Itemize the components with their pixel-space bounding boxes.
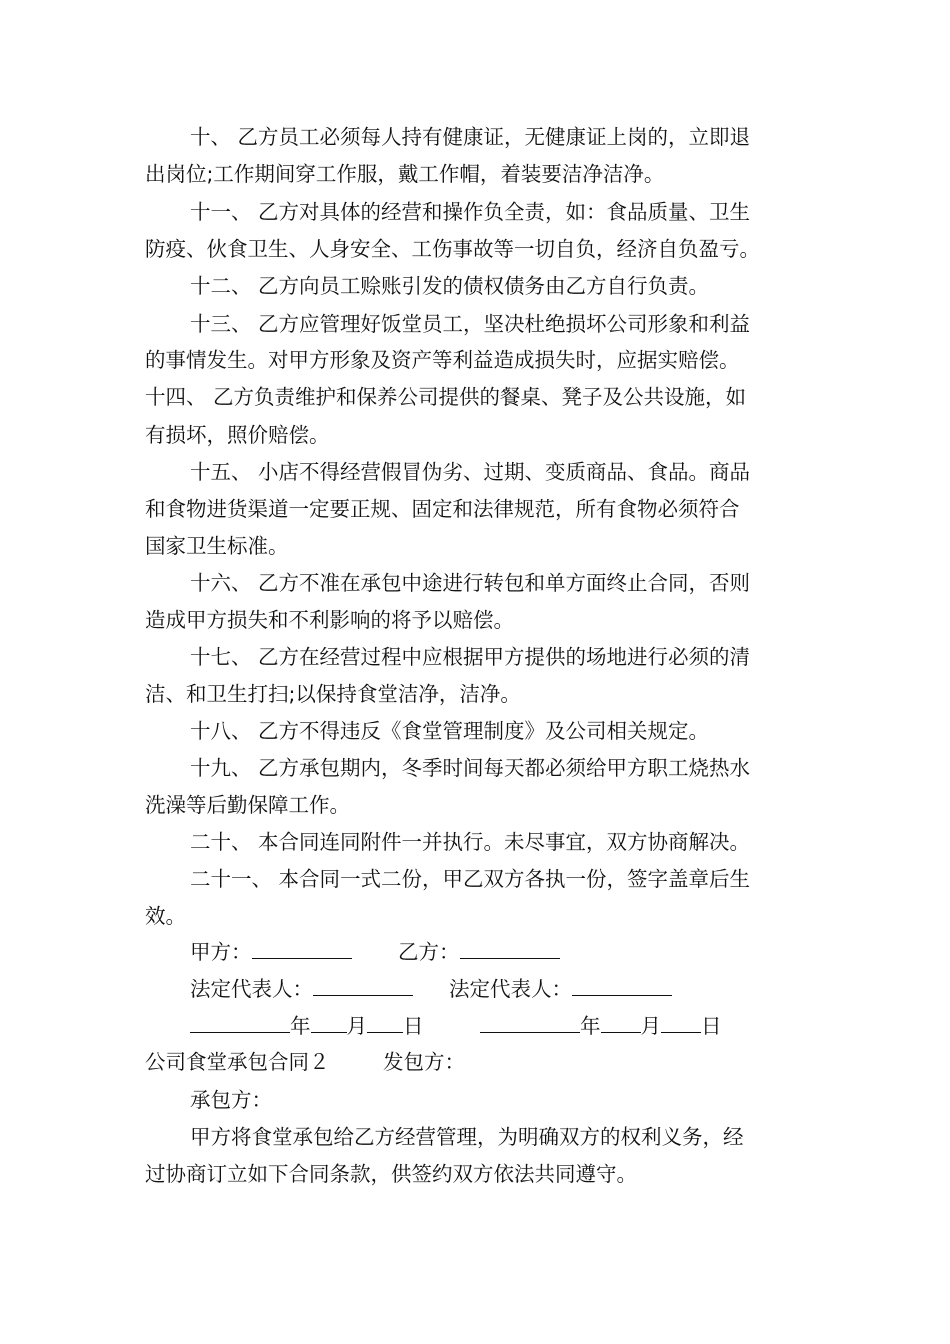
- contract-2-intro-line-2: 过协商订立如下合同条款，供签约双方依法共同遵守。: [145, 1162, 637, 1186]
- party-b-blank: [460, 938, 560, 959]
- date-b-month-blank: [601, 1012, 641, 1033]
- date-b-day-blank: [661, 1012, 701, 1033]
- clause-11-line-2: 防疫、伙食卫生、人身安全、工伤事故等一切自负，经济自负盈亏。: [145, 237, 760, 261]
- clause-15-line-1: 十五、 小店不得经营假冒伪劣、过期、变质商品、食品。商品: [190, 460, 751, 484]
- rep-a-label: 法定代表人：: [190, 977, 313, 1001]
- date-a-year-label: 年: [290, 1014, 311, 1038]
- clause-21-line-1: 二十一、 本合同一式二份，甲乙双方各执一份，签字盖章后生: [190, 867, 751, 891]
- clause-11-line-1: 十一、 乙方对具体的经营和操作负全责，如：食品质量、卫生: [190, 200, 751, 224]
- clause-15-line-3: 国家卫生标准。: [145, 534, 289, 558]
- date-a-year-blank: [190, 1012, 290, 1033]
- clause-17-line-1: 十七、 乙方在经营过程中应根据甲方提供的场地进行必须的清: [190, 645, 751, 669]
- contract-2-title: 公司食堂承包合同２: [145, 1050, 330, 1074]
- party-b-label: 乙方：: [398, 940, 460, 964]
- date-b-month-label: 月: [640, 1014, 661, 1038]
- date-a-month-blank: [311, 1012, 347, 1033]
- rep-b-blank: [572, 975, 672, 996]
- clause-14-line-2: 有损坏，照价赔偿。: [145, 423, 330, 447]
- contractor-label: 承包方：: [190, 1088, 272, 1112]
- clause-21-line-2: 效。: [145, 904, 186, 928]
- date-b-year-blank: [480, 1012, 580, 1033]
- clause-19-line-2: 洗澡等后勤保障工作。: [145, 793, 350, 817]
- date-a: [190, 1011, 424, 1041]
- party-a-blank: [252, 938, 352, 959]
- party-b-signature: [398, 937, 560, 967]
- clause-10-line-1: 十、 乙方员工必须每人持有健康证，无健康证上岗的，立即退: [190, 125, 751, 149]
- date-b: [480, 1011, 722, 1041]
- clause-16-line-2: 造成甲方损失和不利影响的将予以赔偿。: [145, 608, 514, 632]
- contract-2-intro-line-1: 甲方将食堂承包给乙方经营管理，为明确双方的权利义务，经: [190, 1125, 744, 1149]
- party-a-label: 甲方：: [190, 940, 252, 964]
- clause-13-line-2: 的事情发生。对甲方形象及资产等利益造成损失时，应据实赔偿。: [145, 348, 740, 372]
- clause-14-line-1: 十四、 乙方负责维护和保养公司提供的餐桌、凳子及公共设施，如: [145, 385, 747, 409]
- date-a-day-blank: [367, 1012, 403, 1033]
- issuer-label: 发包方：: [383, 1050, 465, 1074]
- clause-18-line-1: 十八、 乙方不得违反《食堂管理制度》及公司相关规定。: [190, 719, 710, 743]
- clause-10-line-2: 出岗位;工作期间穿工作服，戴工作帽，着装要洁净洁净。: [145, 162, 665, 186]
- rep-b-label: 法定代表人：: [449, 977, 572, 1001]
- date-a-month-label: 月: [346, 1014, 367, 1038]
- date-b-day-label: 日: [701, 1014, 722, 1038]
- clause-20-line-1: 二十、 本合同连同附件一并执行。未尽事宜，双方协商解决。: [190, 830, 751, 854]
- clause-16-line-1: 十六、 乙方不准在承包中途进行转包和单方面终止合同，否则: [190, 571, 751, 595]
- date-b-year-label: 年: [580, 1014, 601, 1038]
- clause-15-line-2: 和食物进货渠道一定要正规、固定和法律规范，所有食物必须符合: [145, 497, 740, 521]
- clause-19-line-1: 十九、 乙方承包期内，冬季时间每天都必须给甲方职工烧热水: [190, 756, 751, 780]
- rep-b-signature: [449, 974, 672, 1004]
- clause-12-line-1: 十二、 乙方向员工赊账引发的债权债务由乙方自行负责。: [190, 274, 710, 298]
- rep-a-signature: [190, 974, 413, 1004]
- clause-13-line-1: 十三、 乙方应管理好饭堂员工，坚决杜绝损坏公司形象和利益: [190, 312, 751, 336]
- date-a-day-label: 日: [403, 1014, 424, 1038]
- rep-a-blank: [313, 975, 413, 996]
- party-a-signature: [190, 937, 352, 967]
- clause-17-line-2: 洁、和卫生打扫;以保持食堂洁净，洁净。: [145, 682, 521, 706]
